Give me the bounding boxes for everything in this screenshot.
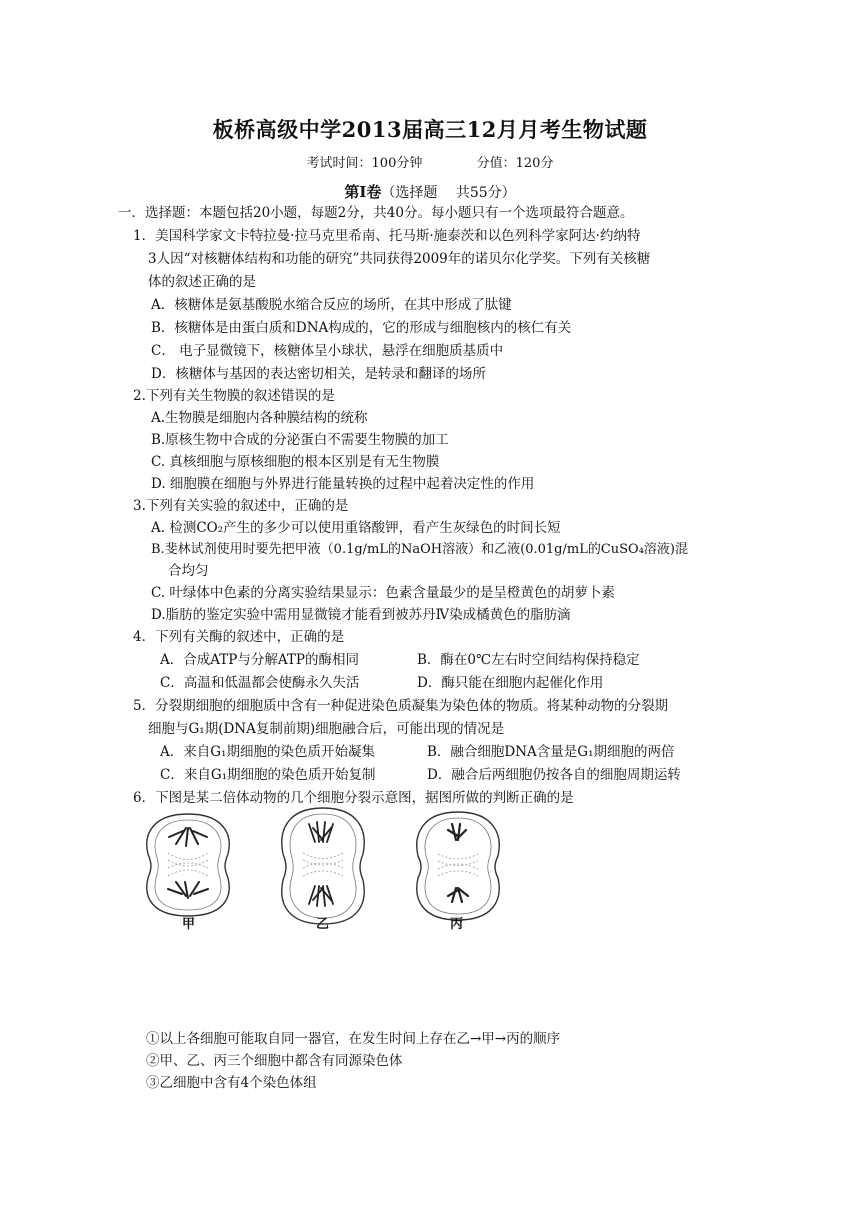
q3-option-c: C. 叶绿体中色素的分离实验结果显示：色素含量最少的是呈橙黄色的胡萝卜素	[151, 585, 615, 601]
q3-option-d: D.脂肪的鉴定实验中需用显微镜才能看到被苏丹Ⅳ染成橘黄色的脂肪滴	[151, 607, 571, 623]
figure-label-bing: 丙	[450, 917, 464, 932]
figure-label-yi: 乙	[316, 917, 330, 932]
q4-option-c: C．高温和低温都会使酶永久失活	[160, 675, 360, 691]
exam-score: 分值：120分	[476, 156, 554, 171]
q3-stem: 3.下列有关实验的叙述中，正确的是	[133, 498, 349, 514]
q3-option-b-cont: 合均匀	[168, 563, 209, 579]
cell-jia-icon	[147, 814, 229, 916]
q5-stem-line-2: 细胞与G₁期(DNA复制前期)细胞融合后，可能出现的情况是	[148, 721, 505, 737]
cell-bing-icon	[417, 812, 499, 920]
q6-statement-3: ③乙细胞中含有4个染色体组	[146, 1075, 317, 1091]
page-title: 板桥高级中学2013届高三12月月考生物试题	[212, 117, 648, 142]
section-name: 第Ⅰ卷	[344, 183, 382, 201]
q4-stem: 4．下列有关酶的叙述中，正确的是	[133, 629, 345, 645]
q2-stem: 2.下列有关生物膜的叙述错误的是	[133, 388, 335, 404]
q1-option-b: B．核糖体是由蛋白质和DNA构成的，它的形成与细胞核内的核仁有关	[151, 320, 572, 336]
exam-info	[0, 152, 860, 171]
q1-stem-line-1: 1．美国科学家文卡特拉曼·拉马克里希南、托马斯·施泰茨和以色列科学家阿达·约纳特	[133, 228, 641, 244]
q5-stem-line-1: 5．分裂期细胞的细胞质中含有一种促进染色质凝集为染色体的物质。将某种动物的分裂期	[133, 698, 669, 714]
q4-option-a: A．合成ATP与分解ATP的酶相同	[160, 652, 359, 668]
q1-stem-line-3: 体的叙述正确的是	[148, 274, 256, 290]
q2-option-d: D. 细胞膜在细胞与外界进行能量转换的过程中起着决定性的作用	[151, 476, 535, 492]
q2-option-c: C. 真核细胞与原核细胞的根本区别是有无生物膜	[151, 454, 440, 470]
exam-time: 考试时间：100分钟	[306, 156, 423, 171]
q4-option-b: B．酶在0℃左右时空间结构保持稳定	[417, 652, 640, 668]
q6-statement-2: ②甲、乙、丙三个细胞中都含有同源染色体	[146, 1053, 403, 1069]
q3-option-a: A. 检测CO₂产生的多少可以使用重铬酸钾，看产生灰绿色的时间长短	[151, 520, 561, 536]
q6-stem: 6．下图是某二倍体动物的几个细胞分裂示意图，据图所做的判断正确的是	[133, 790, 574, 806]
q1-option-c: C． 电子显微镜下，核糖体呈小球状，悬浮在细胞质基质中	[151, 343, 504, 359]
q5-option-c: C．来自G₁期细胞的染色质开始复制	[160, 767, 376, 783]
section-header	[0, 181, 860, 202]
q5-option-b: B．融合细胞DNA含量是G₁期细胞的两倍	[427, 744, 675, 760]
q1-stem-line-2: 3人因“对核糖体结构和功能的研究”共同获得2009年的诺贝尔化学奖。下列有关核糖	[148, 251, 651, 267]
cell-yi-icon	[282, 808, 364, 924]
q6-statement-1: ①以上各细胞可能取自同一器官，在发生时间上存在乙→甲→丙的顺序	[146, 1031, 561, 1047]
q5-option-a: A．来自G₁期细胞的染色质开始凝集	[160, 744, 375, 760]
instructions: 一．选择题：本题包括20小题，每题2分，共40分。每小题只有一个选项最符合题意。	[118, 205, 634, 221]
q1-option-a: A．核糖体是氨基酸脱水缩合反应的场所，在其中形成了肽键	[151, 297, 512, 313]
q4-option-d: D．酶只能在细胞内起催化作用	[417, 675, 604, 691]
q2-option-a: A.生物膜是细胞内各种膜结构的统称	[151, 410, 368, 426]
figure-label-jia: 甲	[182, 917, 196, 932]
section-desc: （选择题 共55分）	[381, 185, 516, 201]
q3-option-b: B.斐林试剂使用时要先把甲液（0.1g/mL的NaOH溶液）和乙液(0.01g/mL的CuSO₄溶液)混	[151, 542, 688, 557]
q2-option-b: B.原核生物中合成的分泌蛋白不需要生物膜的加工	[151, 432, 449, 448]
q5-option-d: D．融合后两细胞仍按各自的细胞周期运转	[427, 767, 681, 783]
q1-option-d: D．核糖体与基因的表达密切相关，是转录和翻译的场所	[151, 366, 486, 382]
cell-division-figure	[138, 798, 528, 933]
